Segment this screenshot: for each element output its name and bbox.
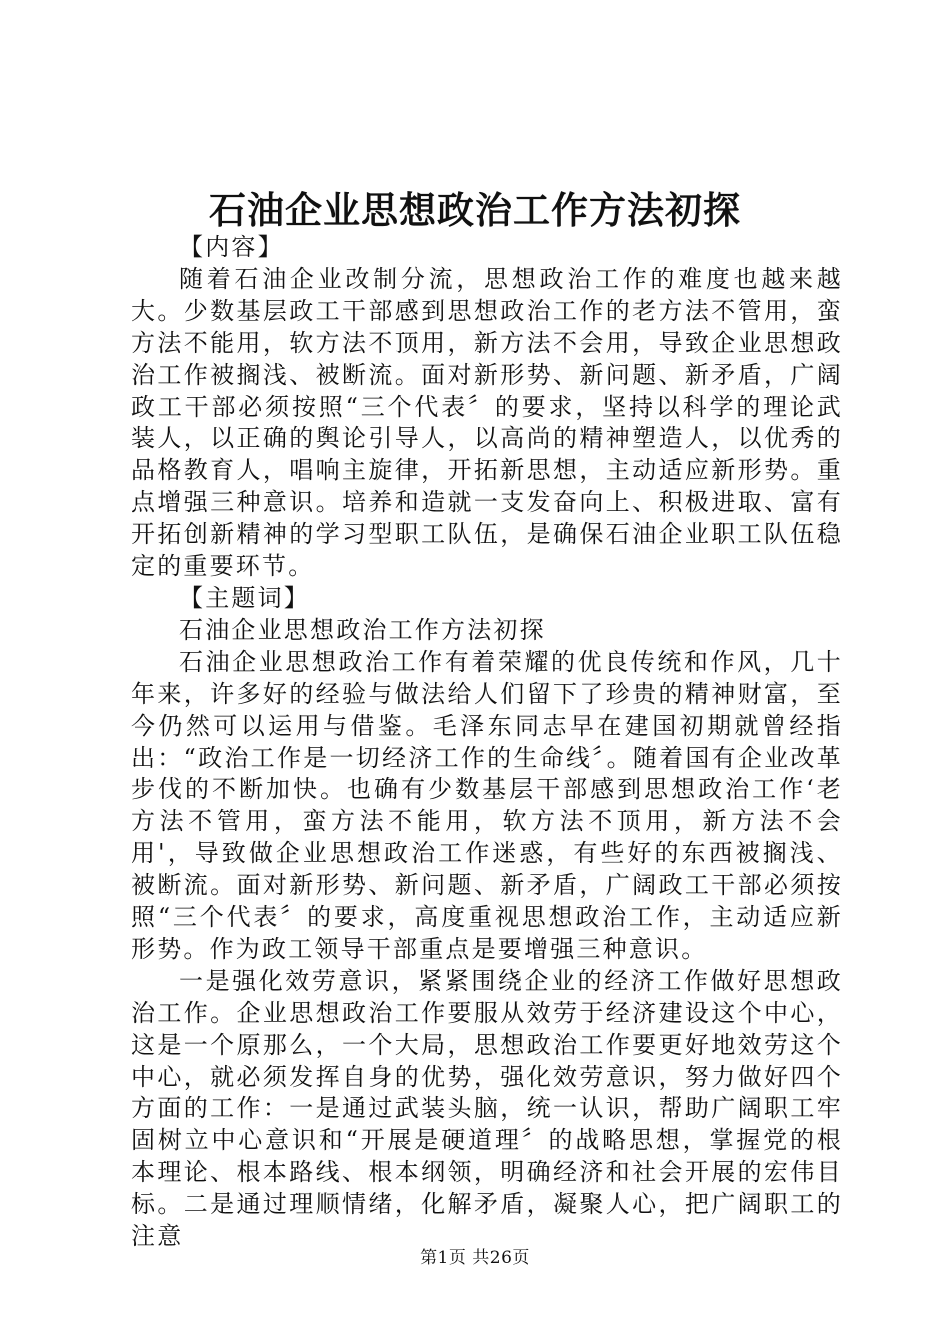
keywords-text: 石油企业思想政治工作方法初探 xyxy=(179,615,546,644)
keywords-label: 【主题词】 xyxy=(179,583,310,612)
page-footer: 第1页 共26页 xyxy=(420,1248,530,1268)
body-paragraph-2: 一是强化效劳意识，紧紧围绕企业的经济工作做好思想政治工作。企业思想政治工作要服从效劳于经济建设这个中心，这是一个原那么，一个大局，思想政治工作要更好地效劳这个中心，就必须发挥自身的优势，强化效劳意识，努力做好四个方面的工作：一是通过武装头脑，统一认识，帮助广阔职工牢固树立中心意识和“开展是硬道理〞的战略思想，掌握党的根本理论、根本路线、根本纲领，明确经济和社会开展的宏伟目标。二是通过理顺情绪，化解矛盾，凝聚人心，把广阔职工的注意 xyxy=(131,966,843,1251)
document-title: 石油企业思想政治工作方法初探 xyxy=(209,188,741,232)
content-label: 【内容】 xyxy=(179,233,284,261)
document-body xyxy=(131,232,843,1253)
abstract-paragraph: 随着石油企业改制分流，思想政治工作的难度也越来越大。少数基层政工干部感到思想政治工作的老方法不管用，蛮方法不能用，软方法不顶用，新方法不会用，导致企业思想政治工作被搁浅、被断流。面对新形势、新问题、新矛盾，广阔政工干部必须按照“三个代表〞的要求，坚持以科学的理论武装人，以正确的舆论引导人，以高尚的精神塑造人，以优秀的品格教育人，唱响主旋律，开拓新思想，主动适应新形势。重点增强三种意识。培养和造就一支发奋向上、积极进取、富有开拓创新精神的学习型职工队伍，是确保石油企业职工队伍稳定的重要环节。 xyxy=(131,264,843,581)
body-paragraph-1: 石油企业思想政治工作有着荣耀的优良传统和作风，几十年来，许多好的经验与做法给人们留下了珍贵的精神财富，至今仍然可以运用与借鉴。毛泽东同志早在建国初期就曾经指出：“政治工作是一切经济工作的生命线〞。随着国有企业改革步伐的不断加快。也确有少数基层干部感到思想政治工作‘老方法不管用，蛮方法不能用，软方法不顶用，新方法不会用'，导致做企业思想政治工作迷惑，有些好的东西被搁浅、被断流。面对新形势、新问题、新矛盾，广阔政工干部必须按照“三个代表〞的要求，高度重视思想政治工作，主动适应新形势。作为政工领导干部重点是要增强三种意识。 xyxy=(131,647,843,963)
